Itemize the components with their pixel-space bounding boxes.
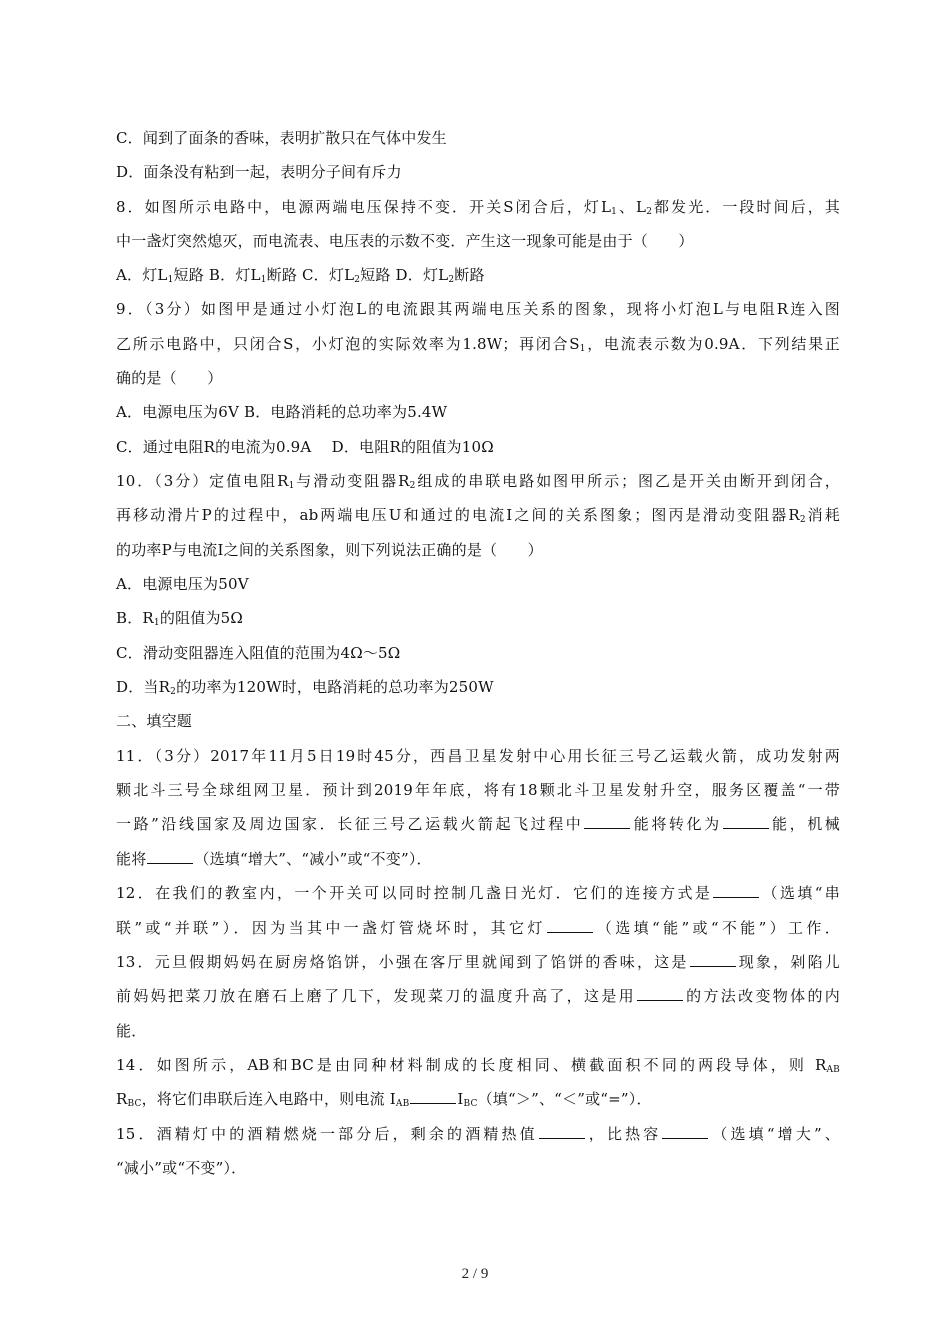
q12-stem-line2: 联”或“并联”）．因为当其中一盏灯管烧坏时，其它灯 （选填“能”或“不能”）工作． [116, 919, 840, 937]
q10-option-b: B．$R_1$的阻值为5Ω [116, 609, 244, 628]
q10-option-c: C．滑动变阻器连入阻值的范围为4Ω～5Ω [116, 644, 401, 662]
q13-stem-line3: 能． [116, 1022, 147, 1040]
q12-stem-line1: 12．在我们的教室内，一个开关可以同时控制几盏日光灯．它们的连接方式是 （选填“串 [116, 884, 841, 902]
section-heading: 二、填空题 [116, 712, 193, 730]
q10-option-d: D．当$R_2$的功率为120W时，电路消耗的总功率为250W [116, 678, 494, 697]
page-number: 2 / 9 [461, 1266, 489, 1282]
q9-options-cd: C．通过电阻R的电流为0.9A D．电阻R的阻值为10Ω [116, 438, 494, 456]
q8-stem-line2: 中一盏灯突然熄灭，而电流表、电压表的示数不变．产生这一现象可能是由于（ ） [116, 232, 694, 250]
q14-stem-line2: $R_{BC}$，将它们串联后连入电路中，则电流 $I_{AB}$ $I_{BC}$（填“＞”、“＜”或“=”）． [116, 1090, 652, 1109]
q11-stem-line1: 11．（3分）2017年11月5日19时45分，西昌卫星发射中心用长征三号乙运载火箭，成功发射两 [116, 747, 840, 765]
q8-options: A．灯$L_1$短路 B．灯$L_1$断路 C．灯$L_2$短路 D．灯$L_2$断路 [116, 266, 485, 285]
q11-stem-line2: 颗北斗三号全球组网卫星．预计到2019年年底，将有18颗北斗卫星发射升空，服务区覆盖“一带 [116, 781, 840, 799]
q9-stem-line2: 乙所示电路中，只闭合S，小灯泡的实际效率为1.8W；再闭合$S_1$，电流表示数为0.9A．下列结果正 [116, 335, 841, 354]
q10-stem-line2: 再移动滑片P的过程中，ab两端电压U和通过的电流I之间的关系图象；图丙是滑动变阻器$R_2$消耗 [116, 506, 840, 525]
q10-stem-line3: 的功率P与电流I之间的关系图象，则下列说法正确的是（ ） [116, 541, 543, 559]
answer-blank[interactable] [690, 952, 736, 967]
answer-blank[interactable] [723, 814, 769, 829]
q11-stem-line3: 一路”沿线国家及周边国家．长征三号乙运载火箭起飞过程中 能将转化为 能，机械 [116, 815, 840, 833]
q9-stem-line3: 确的是（ ） [116, 369, 223, 387]
answer-blank[interactable] [713, 883, 759, 898]
q10-stem-line1: 10．（3分）定值电阻$R_1$与滑动变阻器$R_2$组成的串联电路如图甲所示；图乙是开关由断开到闭合， [116, 472, 840, 491]
answer-blank[interactable] [662, 1124, 708, 1139]
answer-blank[interactable] [637, 986, 683, 1001]
q13-stem-line2: 前妈妈把菜刀放在磨石上磨了几下，发现菜刀的温度升高了，这是用 的方法改变物体的内 [116, 987, 840, 1005]
q8-stem-line1: 8．如图所示电路中，电源两端电压保持不变．开关S闭合后，灯$L_1$、$L_2$都发光．一段时间后，其 [116, 198, 840, 217]
answer-blank[interactable] [547, 918, 593, 933]
q10-option-a: A．电源电压为50V [116, 575, 249, 593]
answer-blank[interactable] [147, 849, 193, 864]
q9-options-ab: A．电源电压为6V B．电路消耗的总功率为5.4W [116, 403, 448, 421]
q11-stem-line4: 能将 （选填“增大”、“减小”或“不变”）． [116, 850, 432, 868]
q7-option-d: D．面条没有粘到一起，表明分子间有斥力 [116, 163, 402, 181]
q9-stem-line1: 9．（3分）如图甲是通过小灯泡L的电流跟其两端电压关系的图象，现将小灯泡L与电阻R连入图 [116, 300, 840, 318]
q15-stem-line2: “减小”或“不变”）． [116, 1159, 247, 1177]
answer-blank[interactable] [584, 814, 630, 829]
answer-blank[interactable] [539, 1124, 585, 1139]
answer-blank[interactable] [410, 1089, 456, 1104]
q15-stem-line1: 15．酒精灯中的酒精燃烧一部分后，剩余的酒精热值 ，比热容 （选填“增大”、 [116, 1125, 840, 1143]
q13-stem-line1: 13．元旦假期妈妈在厨房烙馅饼，小强在客厅里就闻到了馅饼的香味，这是 现象，剁陷儿 [116, 953, 841, 971]
q14-stem-line1: 14．如图所示，AB和BC是由同种材料制成的长度相同、横截面积不同的两段导体，则 $R_{AB}$ [116, 1056, 840, 1075]
q7-option-c: C．闻到了面条的香味，表明扩散只在气体中发生 [116, 129, 447, 147]
